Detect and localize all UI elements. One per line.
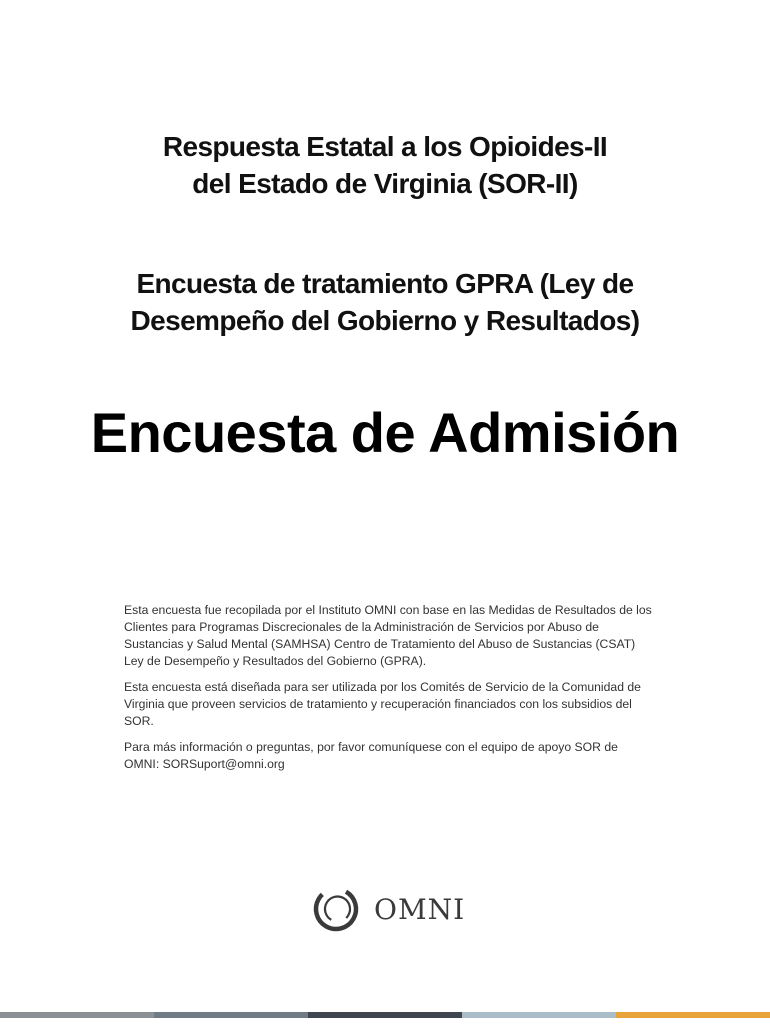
- subtitle-line-1: Encuesta de tratamiento GPRA (Ley de: [136, 268, 634, 299]
- omni-ring-logo-icon: [312, 885, 360, 933]
- document-title: [0, 128, 770, 202]
- description-text: [124, 602, 656, 782]
- document-subtitle: [0, 265, 770, 339]
- paragraph-3: Para más información o preguntas, por favor comuníquese con el equipo de apoyo SOR de OMNI: SORSuport@omni.org: [124, 740, 618, 771]
- main-title: Encuesta de Admisión: [90, 401, 680, 464]
- title-line-1: Respuesta Estatal a los Opioides-II: [162, 131, 608, 162]
- footer-bar-segment-3: [308, 1012, 462, 1018]
- footer-color-bar: [0, 1012, 770, 1018]
- footer-bar-segment-1: [0, 1012, 154, 1018]
- title-line-2: del Estado de Virginia (SOR-II): [192, 168, 578, 199]
- omni-logo: [312, 884, 465, 934]
- footer-bar-segment-4: [462, 1012, 616, 1018]
- footer-bar-segment-5: [616, 1012, 770, 1018]
- footer-bar-segment-2: [154, 1012, 308, 1018]
- paragraph-2: Esta encuesta está diseñada para ser utilizada por los Comités de Servicio de la Comunidad de Virginia que proveen servicios de tratamiento y recuperación financiados con los subsidios del SOR.: [124, 680, 641, 728]
- subtitle-line-2: Desempeño del Gobierno y Resultados): [130, 305, 640, 336]
- paragraph-1: Esta encuesta fue recopilada por el Instituto OMNI con base en las Medidas de Resultados de los Clientes para Programas Discrecionales de la Administración de Servicios por Abuso de Sustancias y Salud Mental (SAMHSA) Centro de Tratamiento del Abuso de Sustancias (CSAT) Ley de Desempeño y Resultados del Gobierno (GPRA).: [124, 603, 652, 668]
- logo-text: OMNI: [374, 892, 466, 926]
